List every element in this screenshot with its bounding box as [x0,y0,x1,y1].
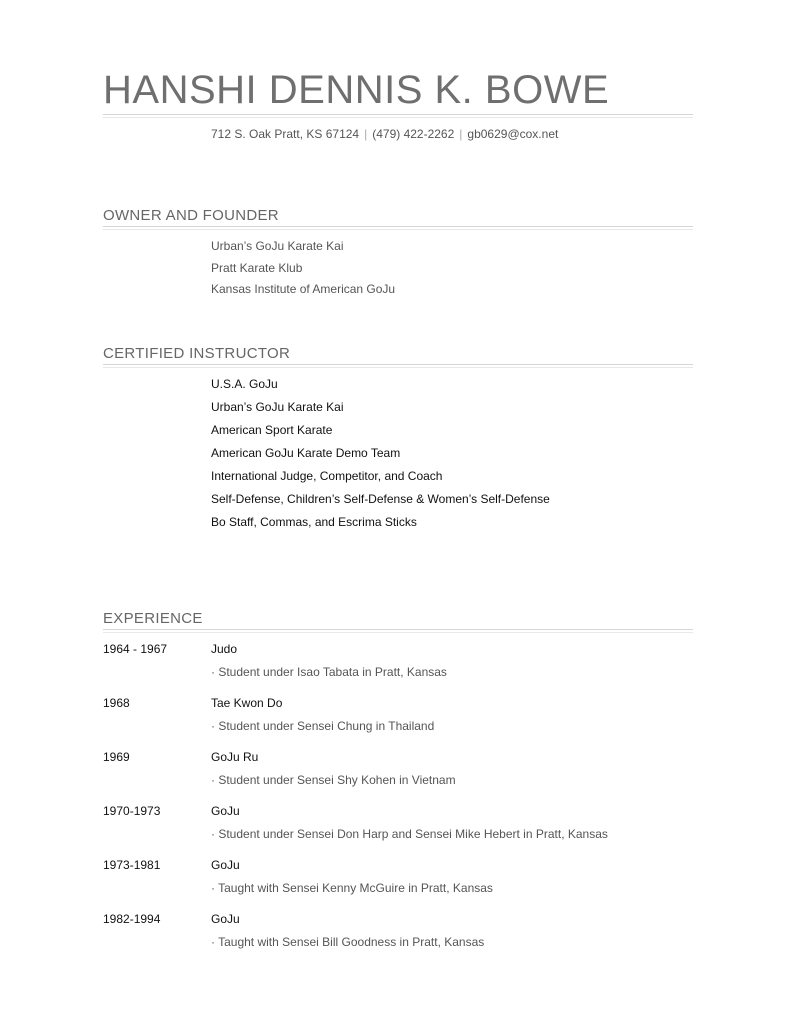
contact-separator: | [364,127,368,141]
experience-detail: · Taught with Sensei Kenny McGuire in Pratt, Kansas [211,881,493,895]
section-title-certified: CERTIFIED INSTRUCTOR [103,345,291,362]
section-divider [103,226,693,227]
experience-art: GoJu [211,858,240,872]
owner-item: Urban’s GoJu Karate Kai [211,239,344,253]
contact-phone: (479) 422-2262 [372,127,455,141]
experience-period: 1973-1981 [103,858,161,872]
experience-period: 1968 [103,696,130,710]
experience-art: GoJu [211,912,240,926]
experience-period: 1982-1994 [103,912,161,926]
experience-detail: · Student under Sensei Chung in Thailand [211,719,435,733]
experience-art: Tae Kwon Do [211,696,283,710]
owner-item: Pratt Karate Klub [211,261,303,275]
section-divider [103,629,693,630]
section-divider [103,364,693,365]
experience-detail: · Student under Sensei Don Harp and Sensei Mike Hebert in Pratt, Kansas [211,827,608,841]
certified-item: International Judge, Competitor, and Coach [211,469,443,483]
certified-item: Bo Staff, Commas, and Escrima Sticks [211,515,417,529]
certified-item: American GoJu Karate Demo Team [211,446,401,460]
header-divider [103,114,693,115]
certified-item: Self-Defense, Children’s Self-Defense & Women’s Self-Defense [211,492,550,506]
section-title-owner: OWNER AND FOUNDER [103,207,279,224]
contact-address: 712 S. Oak Pratt, KS 67124 [211,127,360,141]
experience-detail: · Student under Sensei Shy Kohen in Vietnam [211,773,456,787]
section-title-experience: EXPERIENCE [103,610,203,627]
certified-item: Urban’s GoJu Karate Kai [211,400,344,414]
experience-detail: · Student under Isao Tabata in Pratt, Kansas [211,665,447,679]
contact-separator: | [459,127,463,141]
experience-art: Judo [211,642,238,656]
experience-period: 1964 - 1967 [103,642,168,656]
experience-detail: · Taught with Sensei Bill Goodness in Pratt, Kansas [211,935,485,949]
contact-line [211,127,558,141]
experience-period: 1970-1973 [103,804,161,818]
experience-art: GoJu Ru [211,750,259,764]
resume-name: HANSHI DENNIS K. BOWE [103,68,610,112]
contact-email: gb0629@cox.net [467,127,559,141]
certified-item: American Sport Karate [211,423,333,437]
experience-art: GoJu [211,804,240,818]
owner-item: Kansas Institute of American GoJu [211,282,396,296]
certified-item: U.S.A. GoJu [211,377,278,391]
experience-period: 1969 [103,750,130,764]
